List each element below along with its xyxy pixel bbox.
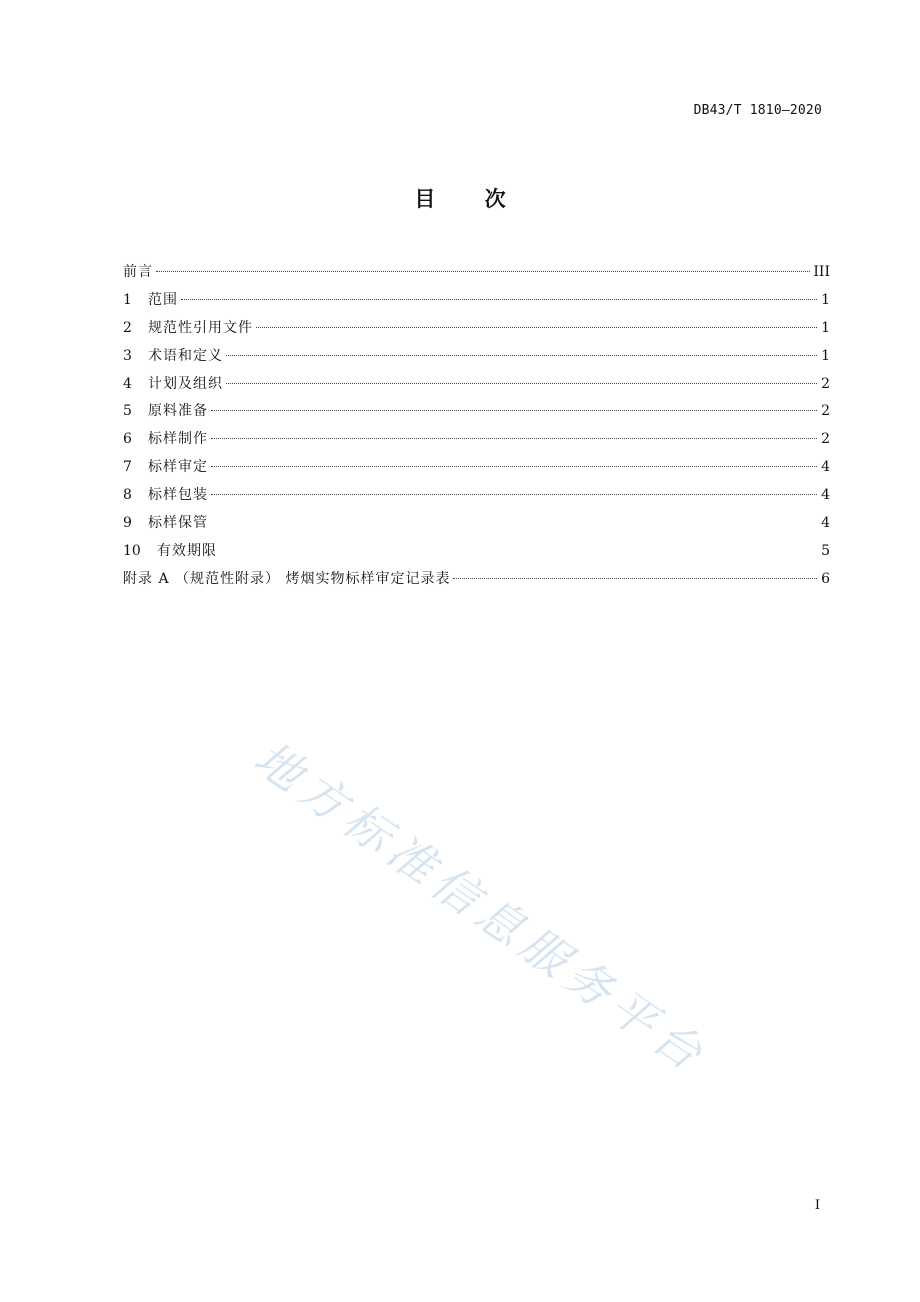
- toc-leader-dots: [226, 355, 817, 356]
- toc-item-label: 术语和定义: [148, 347, 223, 364]
- toc-item-number: 5: [123, 403, 132, 420]
- toc-item-page: 2: [821, 431, 830, 448]
- toc-item-number: 9: [123, 515, 132, 532]
- toc-item-label: 范围: [148, 291, 178, 308]
- toc-item-number: 2: [123, 319, 132, 336]
- toc-item-page: 6: [821, 570, 830, 587]
- toc-item-page: 4: [821, 459, 830, 476]
- toc-list: [123, 259, 830, 594]
- toc-item-page: 1: [821, 291, 830, 308]
- toc-item-label: 有效期限: [157, 542, 217, 559]
- toc-leader-dots: [211, 438, 817, 439]
- toc-item-sample-making[interactable]: [123, 426, 830, 454]
- toc-item-scope[interactable]: [123, 287, 830, 315]
- document-code: DB43/T 1810—2020: [693, 103, 822, 118]
- toc-item-page: 2: [821, 375, 830, 392]
- toc-item-label: 标样审定: [148, 459, 208, 476]
- toc-item-page: 1: [821, 319, 830, 336]
- toc-item-number: 1: [123, 291, 132, 308]
- toc-item-foreword[interactable]: [123, 259, 830, 287]
- toc-item-page: III: [813, 264, 830, 280]
- toc-item-label: 标样制作: [148, 431, 208, 448]
- toc-leader-dots: [256, 327, 817, 328]
- toc-item-number: 4: [123, 375, 132, 392]
- toc-item-material-preparation[interactable]: [123, 398, 830, 426]
- page-number: I: [814, 1198, 820, 1213]
- toc-item-normative-references[interactable]: [123, 315, 830, 343]
- toc-item-sample-storage[interactable]: [123, 510, 830, 538]
- toc-item-number: 6: [123, 431, 132, 448]
- toc-item-label: 标样保管: [148, 515, 208, 532]
- toc-leader-dots: [181, 299, 817, 300]
- toc-item-page: 4: [821, 487, 830, 504]
- toc-item-sample-approval[interactable]: [123, 454, 830, 482]
- toc-item-label: 前言: [123, 264, 153, 280]
- toc-item-number: 10: [123, 542, 141, 559]
- toc-leader-dots: [453, 578, 817, 579]
- toc-item-page: 1: [821, 347, 830, 364]
- toc-item-page: 2: [821, 403, 830, 420]
- toc-leader-dots: [211, 466, 817, 467]
- toc-leader-dots: [211, 494, 817, 495]
- toc-item-page: 4: [821, 515, 830, 532]
- toc-item-label: 规范性引用文件: [148, 319, 253, 336]
- toc-item-sample-packaging[interactable]: [123, 482, 830, 510]
- toc-item-label: 原料准备: [148, 403, 208, 420]
- toc-leader-dots: [211, 410, 817, 411]
- toc-item-validity-period[interactable]: [123, 538, 830, 566]
- toc-item-label: 计划及组织: [148, 375, 223, 392]
- toc-item-planning-organization[interactable]: [123, 371, 830, 399]
- toc-item-label: 附录 A （规范性附录） 烤烟实物标样审定记录表: [123, 570, 451, 587]
- toc-item-number: 8: [123, 487, 132, 504]
- toc-item-label: 标样包装: [148, 487, 208, 504]
- toc-item-number: 7: [123, 459, 132, 476]
- toc-item-terms-definitions[interactable]: [123, 343, 830, 371]
- toc-title: 目 次: [414, 187, 506, 211]
- toc-leader-dots: [226, 383, 817, 384]
- toc-leader-dots: [156, 271, 810, 272]
- toc-item-appendix-a[interactable]: [123, 566, 830, 594]
- toc-item-page: 5: [821, 542, 830, 559]
- toc-item-number: 3: [123, 347, 132, 364]
- watermark: 地方标准信息服务平台: [244, 730, 718, 1085]
